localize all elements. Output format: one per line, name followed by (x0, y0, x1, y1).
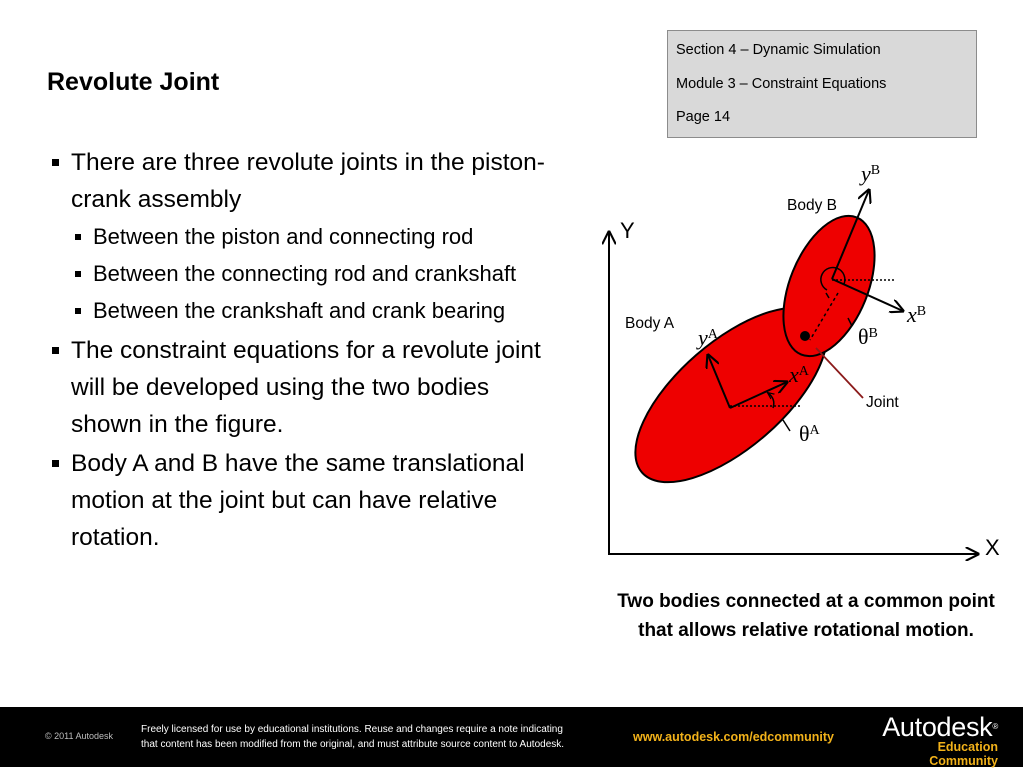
bullet-marker (75, 308, 81, 314)
bullet-marker (75, 234, 81, 240)
license-text (141, 722, 631, 752)
xa-axis-label: $x^A$ (789, 362, 809, 387)
theta-a-label: $\theta^A$ (799, 421, 820, 446)
sub-bullet-list (71, 220, 550, 328)
sub-bullet-item (71, 220, 550, 254)
bullet-marker (52, 347, 59, 354)
figure-caption: Two bodies connected at a common point that allows relative rotational motion. (617, 591, 995, 641)
module-label: Module 3 – Constraint Equations (676, 75, 887, 92)
section-label: Section 4 – Dynamic Simulation (676, 42, 881, 58)
joint-point (800, 331, 810, 341)
bullet-item (50, 332, 550, 443)
xb-axis-label: $x^B$ (907, 302, 927, 327)
brand-subtitle: Education Community (929, 740, 998, 768)
bullet-marker (52, 159, 59, 166)
x-axis-label: X (985, 535, 1000, 560)
body-b-label: Body B (787, 197, 837, 214)
page-number: Page 14 (676, 109, 731, 125)
bullet-item (50, 144, 550, 328)
joint-label: Joint (866, 394, 899, 411)
bullet-text: Body A and B have the same translational motion at the joint but can have relative rotation. (71, 450, 525, 551)
sub-bullet-item (71, 257, 550, 291)
y-axis-label: Y (620, 218, 635, 243)
registered-mark: ® (992, 722, 998, 731)
license-line-1: Freely licensed for use by educational institutions. Reuse and changes require a note indicating (141, 724, 563, 735)
sub-bullet-text: Between the piston and connecting rod (93, 224, 474, 249)
revolute-joint-diagram (600, 150, 1010, 570)
bullet-list (50, 144, 550, 558)
edcommunity-link[interactable]: www.autodesk.com/edcommunity (633, 730, 834, 744)
ya-axis-label: $y^A$ (698, 325, 718, 350)
body-a-label: Body A (625, 315, 675, 332)
autodesk-logo (866, 713, 998, 768)
theta-a-leader (783, 420, 790, 431)
footer-bar (0, 707, 1023, 767)
bullet-marker (75, 271, 81, 277)
joint-leader-line (816, 348, 863, 398)
bullet-marker (52, 460, 59, 467)
sub-bullet-text: Between the crankshaft and crank bearing (93, 298, 506, 323)
bullet-text: The constraint equations for a revolute joint will be developed using the two bodies shown in the figure. (71, 337, 541, 438)
yb-axis-label: $y^B$ (861, 161, 881, 186)
bullet-item (50, 445, 550, 556)
sub-bullet-text: Between the connecting rod and crankshaft (93, 261, 517, 286)
bullet-text: There are three revolute joints in the piston-crank assembly (71, 149, 545, 213)
slide-title: Revolute Joint (47, 68, 220, 96)
license-line-2: that content has been modified from the original, and must attribute source content to Autodesk. (141, 739, 565, 750)
sub-bullet-item (71, 294, 550, 328)
copyright-text: © 2011 Autodesk (45, 731, 114, 741)
brand-name: Autodesk (882, 712, 993, 742)
theta-b-label: $\theta^B$ (858, 324, 878, 349)
section-info-box (667, 30, 977, 138)
